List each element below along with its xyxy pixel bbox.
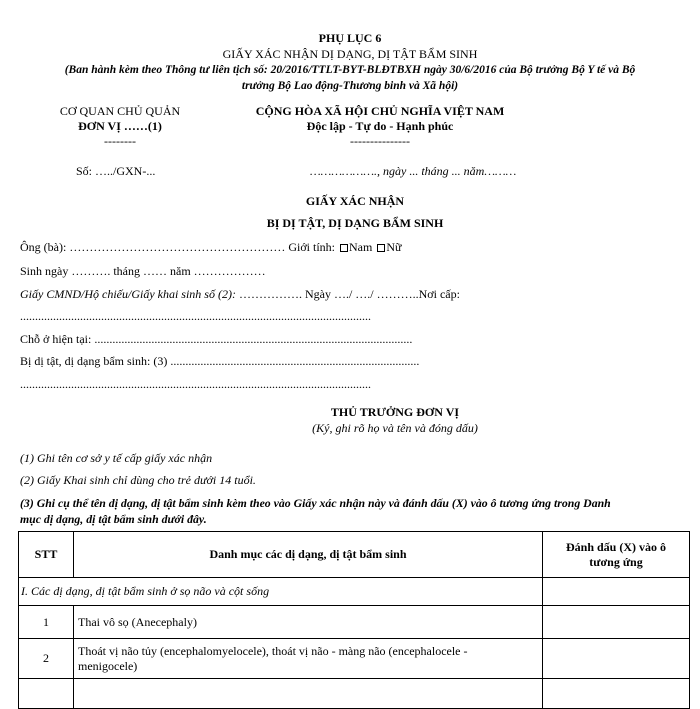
row-stt [19,679,74,709]
blank-dotted-line: ..................................................................................................................... [20,309,371,323]
id-line [20,287,460,302]
id-label: Giấy CMND/Hộ chiếu/Giấy khai sinh số (2): [20,287,236,301]
section-title: I. Các dị dạng, dị tật bẩm sinh ở sọ não và cột sống [19,578,543,606]
id-details: ……………. Ngày …./ …./ ………..Nơi cấp: [235,287,460,301]
residence-line: Chỗ ở hiện tại: .......................................................................................................... [20,332,413,346]
defect-line: Bị dị tật, dị dạng bẩm sinh: (3) ................................................................................... [20,354,420,368]
defect-list-table [18,531,690,709]
table-row [19,606,690,639]
col-stt-header: STT [19,532,74,578]
row-stt: 1 [19,606,74,639]
row-defect-name [74,639,543,679]
governing-agency: CƠ QUAN CHỦ QUẢN [59,104,181,118]
signature-note: (Ký, ghi rõ họ và tên và đóng dấu) [312,421,478,435]
issued-note-line2: trưởng Bộ Lao động-Thương binh và Xã hội) [241,80,459,92]
signature-title: THỦ TRƯỞNG ĐƠN VỊ [330,405,460,419]
left-divider: -------- [104,134,136,148]
row-mark-cell[interactable] [543,679,690,709]
female-checkbox[interactable] [377,244,385,252]
doc-title: GIẤY XÁC NHẬN [305,194,405,208]
row-defect-name [74,679,543,709]
date-line: ………………., ngày ... tháng ... năm……… [310,164,517,178]
doc-subtitle: BỊ DỊ TẬT, DỊ DẠNG BẨM SINH [266,216,444,230]
appendix-label: PHỤ LỤC 6 [318,31,382,45]
col-mark-header-line2: tương ứng [589,554,643,569]
footnote-2: (2) Giấy Khai sinh chỉ dùng cho trẻ dưới 14 tuổi. [20,473,256,487]
right-divider: --------------- [350,134,410,148]
row-stt: 2 [19,639,74,679]
row-mark-cell[interactable] [543,606,690,639]
document-number: Số: …../GXN-... [76,164,156,178]
national-motto: Độc lập - Tự do - Hạnh phúc [306,119,454,133]
footnote-3-line2: mục dị dạng, dị tật bẩm sinh dưới đây. [20,512,207,526]
male-label: Nam [349,240,373,254]
row-defect-name-line2: menigocele) [78,658,138,673]
row-mark-cell[interactable] [543,639,690,679]
section-mark-cell [543,578,690,606]
col-name-header: Danh mục các dị dạng, dị tật bẩm sinh [74,532,543,578]
row-defect-name: Thai vô sọ (Anecephaly) [74,606,543,639]
male-checkbox[interactable] [340,244,348,252]
unit-label: ĐƠN VỊ ……(1) [78,119,162,133]
col-mark-header [543,532,690,578]
name-field-label: Ông (bà): ……………………………………………… Giới tính: [20,240,335,254]
form-title: GIẤY XÁC NHẬN DỊ DẠNG, DỊ TẬT BẨM SINH [222,47,478,61]
table-header-row [19,532,690,578]
blank-dotted-line: ..................................................................................................................... [20,377,371,391]
footnote-3-line1: (3) Ghi cụ thể tên dị dạng, dị tật bẩm sinh kèm theo vào Giấy xác nhận này và đánh dấu (X) vào ô tương ứng trong Danh [20,496,611,510]
row-defect-name-line1: Thoát vị não tủy (encephalomyelocele), thoát vị não - màng não (encephalocele - [78,643,468,658]
footnote-1: (1) Ghi tên cơ sở y tế cấp giấy xác nhận [20,451,213,465]
issued-note-line1: (Ban hành kèm theo Thông tư liên tịch số: 20/2016/TTLT-BYT-BLĐTBXH ngày 30/6/2016 của Bộ trưởng Bộ Y tế và Bộ [64,64,636,76]
section-row [19,578,690,606]
republic-heading: CỘNG HÒA XÃ HỘI CHỦ NGHĨA VIỆT NAM [255,104,505,118]
name-gender-line [20,240,402,255]
table-row [19,679,690,709]
female-label: Nữ [386,240,402,254]
table-row [19,639,690,679]
dob-line: Sinh ngày ………. tháng …… năm ……………… [20,264,266,278]
col-mark-header-line1: Đánh dấu (X) vào ô [565,539,667,554]
